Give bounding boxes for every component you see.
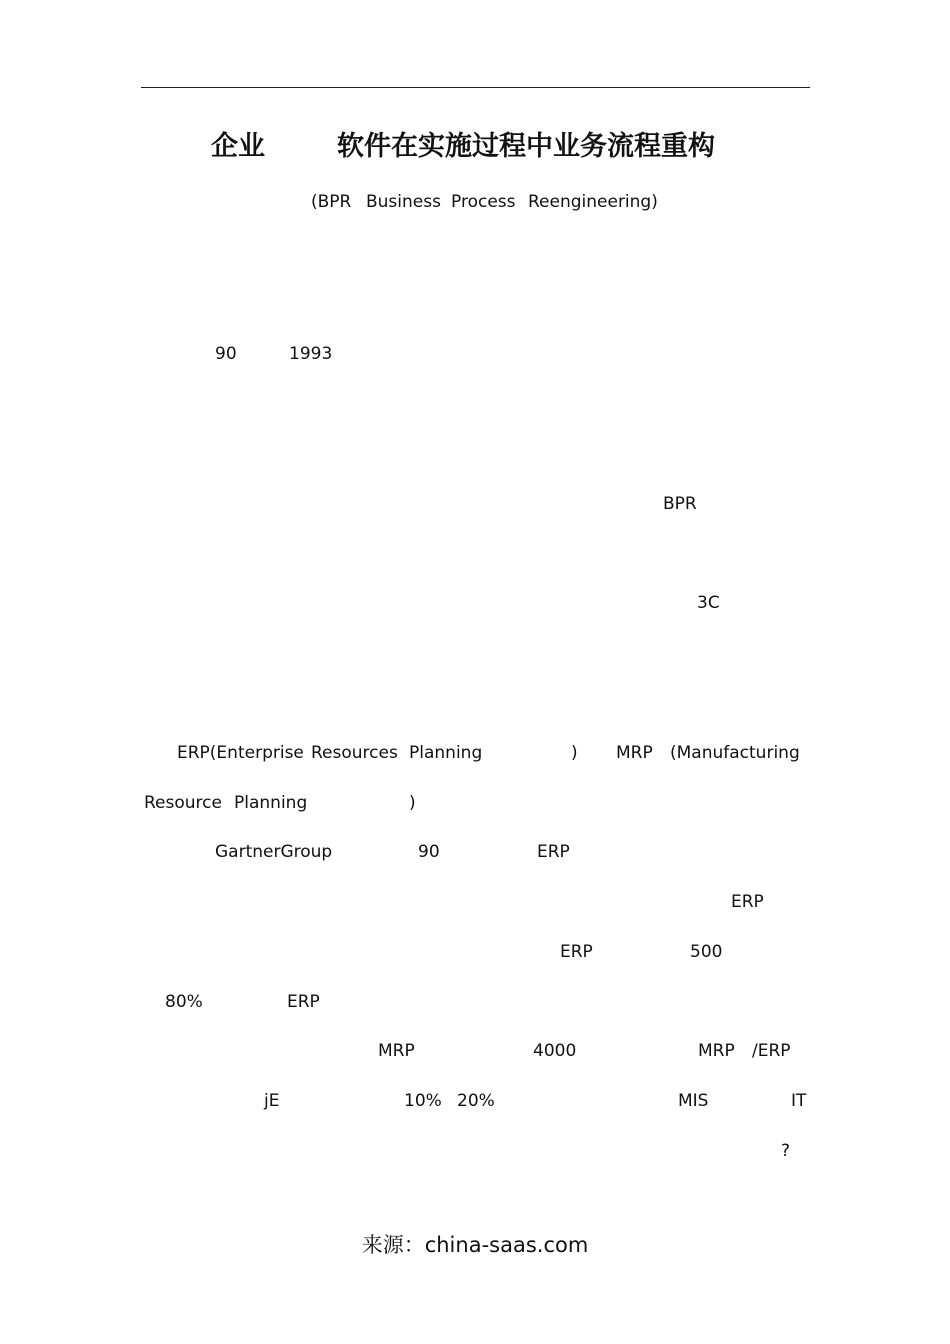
- body-fragment: ERP: [287, 992, 320, 1012]
- body-fragment: 4000: [533, 1041, 577, 1061]
- body-fragment: MIS: [678, 1091, 709, 1111]
- body-fragment: GartnerGroup: [215, 842, 333, 862]
- source-footer: [0, 1229, 950, 1259]
- body-fragment: 1993: [289, 344, 333, 364]
- subtitle-word: Process: [451, 192, 516, 212]
- body-fragment: 90: [215, 344, 237, 364]
- body-fragment: ERP: [560, 942, 593, 962]
- body-fragment: MRP: [378, 1041, 415, 1061]
- body-fragment: ): [571, 743, 578, 763]
- body-fragment: 10%: [404, 1091, 442, 1111]
- body-fragment: IT: [791, 1091, 807, 1111]
- body-fragment: 500: [690, 942, 723, 962]
- body-fragment: BPR: [663, 494, 697, 514]
- subtitle-word: Business: [366, 192, 441, 212]
- header-rule: [141, 87, 809, 88]
- body-fragment: 20%: [457, 1091, 495, 1111]
- body-fragment: (Manufacturing: [670, 743, 800, 763]
- body-fragment: Planning: [234, 793, 308, 813]
- footer-site-link[interactable]: china-saas.com: [424, 1233, 589, 1257]
- body-fragment: Resource: [144, 793, 222, 813]
- body-fragment: Resources: [311, 743, 398, 763]
- footer-label: 来源：: [361, 1233, 425, 1257]
- body-fragment: 80%: [165, 992, 203, 1012]
- body-fragment: ): [409, 793, 416, 813]
- body-fragment: 3C: [697, 593, 720, 613]
- body-fragment: ERP(Enterprise: [177, 743, 304, 763]
- title-part-1: 企业: [211, 131, 265, 162]
- subtitle-word: Reengineering): [528, 192, 658, 212]
- body-fragment: /ERP: [752, 1041, 791, 1061]
- body-fragment: MRP: [698, 1041, 735, 1061]
- body-fragment: ERP: [537, 842, 570, 862]
- title-part-2: 软件在实施过程中业务流程重构: [337, 131, 715, 162]
- body-fragment: ?: [781, 1141, 791, 1161]
- body-fragment: jE: [264, 1091, 280, 1111]
- header-rule-mark: .: [808, 80, 812, 91]
- subtitle-word: (BPR: [311, 192, 352, 212]
- body-fragment: Planning: [409, 743, 483, 763]
- body-fragment: ERP: [731, 892, 764, 912]
- body-fragment: MRP: [616, 743, 653, 763]
- body-fragment: 90: [418, 842, 440, 862]
